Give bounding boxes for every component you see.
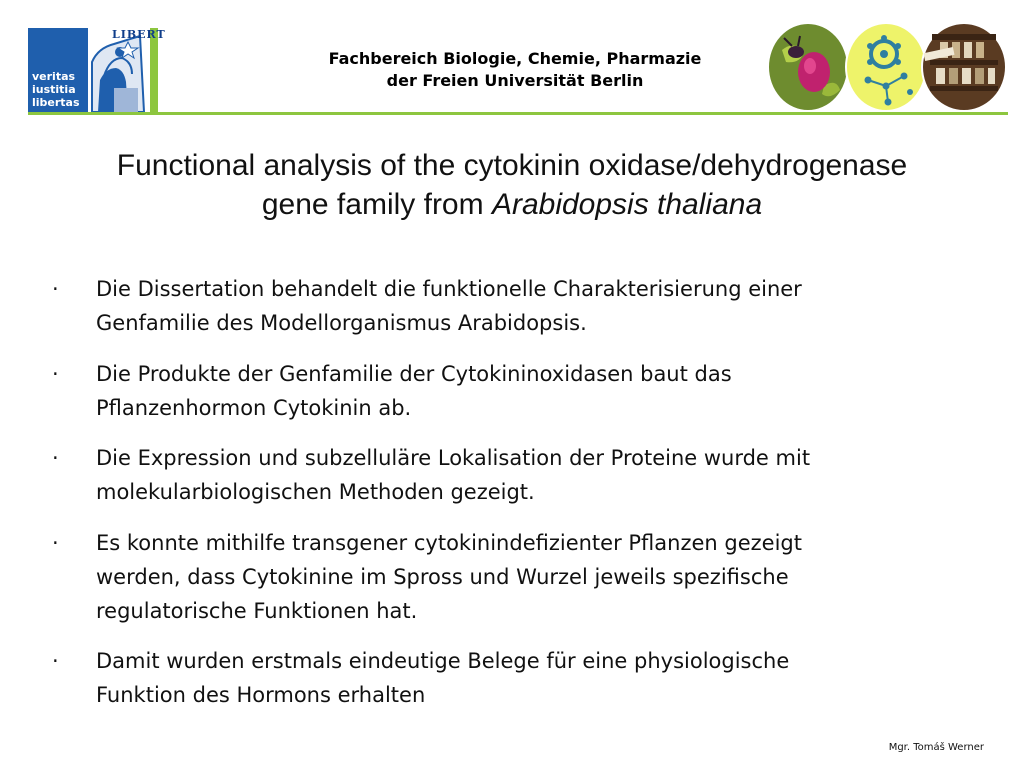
chemistry-molecule-image (846, 23, 926, 111)
university-logo (28, 28, 166, 112)
slide-title (30, 146, 994, 224)
title-line: Functional analysis of the cytokinin oxidase/dehydrogenase (116, 149, 908, 182)
header-divider (28, 112, 1008, 115)
motto-line: libertas (32, 96, 80, 109)
bullet-line: regulatorische Funktionen hat. (96, 598, 418, 623)
bullet-line: molekularbiologischen Methoden gezeigt. (96, 480, 535, 504)
bullet-marker: · (52, 446, 59, 470)
bullet-item (52, 644, 932, 712)
title-line (30, 185, 994, 224)
bullet-marker: · (52, 649, 59, 673)
bullet-list (52, 272, 932, 729)
bullet-line: Es konnte mithilfe transgener cytokinindefizienter Pflanzen gezeigt (96, 530, 802, 555)
bullet-marker: · (52, 361, 59, 386)
bullet-line: Damit wurden erstmals eindeutige Belege für eine physiologische (96, 649, 790, 673)
bullet-line: Die Dissertation behandelt die funktionelle Charakterisierung einer (96, 277, 802, 301)
author-credit: Mgr. Tomáš Werner (888, 742, 984, 753)
species-name: Arabidopsis thaliana (491, 188, 763, 221)
bullet-item (52, 441, 932, 509)
biology-beetle-image (768, 23, 848, 111)
bullet-marker: · (52, 530, 59, 555)
institution-line: der Freien Universität Berlin (386, 71, 644, 90)
bullet-line: Die Produkte der Genfamilie der Cytokininoxidasen baut das (96, 361, 732, 386)
header-image-strip (764, 20, 1008, 112)
bullet-item (52, 526, 932, 628)
bullet-line: werden, dass Cytokinine im Spross und Wurzel jeweils spezifische (96, 564, 789, 589)
bullet-line: Funktion des Hormons erhalten (96, 683, 426, 707)
logo-badge-text: LIBERT (112, 28, 166, 41)
institution-line: Fachbereich Biologie, Chemie, Pharmazie (328, 49, 702, 68)
bullet-line: Die Expression und subzelluläre Lokalisation der Proteine wurde mit (96, 446, 811, 470)
bullet-line: Pflanzenhormon Cytokinin ab. (96, 395, 412, 420)
motto-line: iustitia (32, 83, 76, 96)
bullet-item (52, 357, 932, 425)
motto-line: veritas (32, 70, 76, 83)
title-text: gene family from (261, 188, 492, 221)
bullet-marker: · (52, 277, 59, 301)
pharmacy-shelves-image (922, 23, 1006, 111)
bullet-item (52, 272, 932, 340)
institution-title (230, 48, 800, 92)
bullet-line: Genfamilie des Modellorganismus Arabidopsis. (96, 311, 587, 335)
logo-motto (32, 70, 80, 109)
